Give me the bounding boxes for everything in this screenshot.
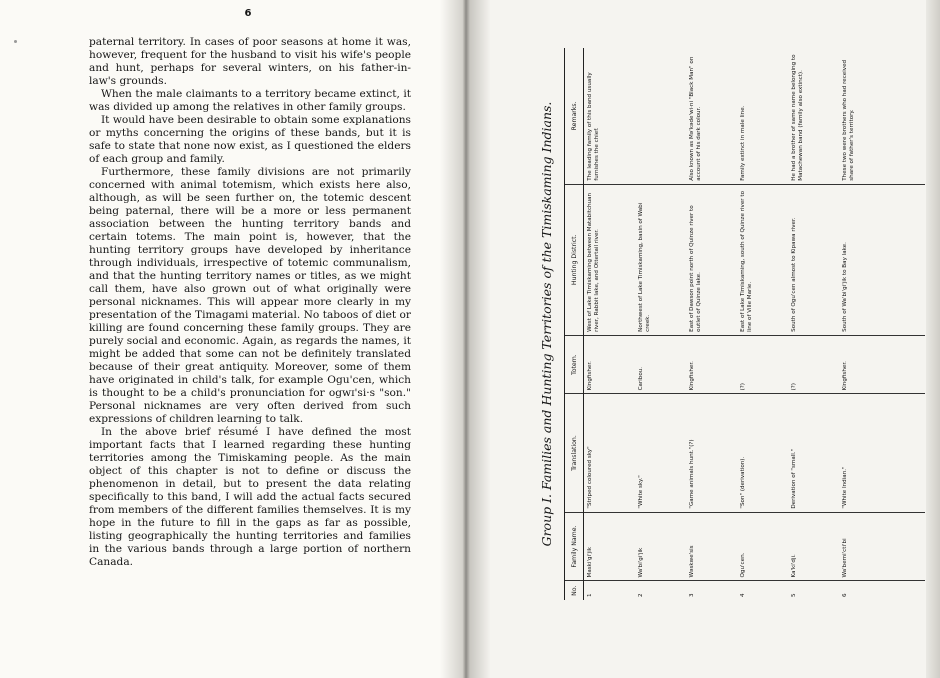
families-table [564, 48, 925, 600]
page-number: 6 [244, 8, 252, 19]
cell-no: 2 [635, 581, 686, 600]
cell-family-name: Wa'bi'gi'jik [635, 512, 686, 581]
cell-totem: Kingfisher. [584, 335, 636, 394]
cell-translation [890, 394, 925, 512]
col-header-remarks: Remarks. [565, 48, 584, 184]
cell-translation: "Game animals hunt."(?) [686, 394, 737, 512]
cell-remarks: The leading family of this band usually furnishes the chief. [587, 72, 600, 181]
cell-district: South of Ogu'cen almost to Kipawa river. [788, 184, 839, 335]
left-page [0, 0, 460, 678]
col-header-translation: Translation. [565, 394, 584, 512]
table-row [737, 48, 788, 600]
paragraph: paternal territory. In cases of poor seasons at home it was, however, frequent for the husband to visit his wife's people and hunt, perhaps for several winters, on his father-in-law's grounds. [89, 36, 411, 87]
cell-totem: Caribou. [635, 335, 686, 394]
cell-remarks [635, 48, 686, 184]
cell-translation: "White sky." [635, 394, 686, 512]
cell-translation: "White Indian." [839, 394, 890, 512]
cell-no: 3 [686, 581, 737, 600]
cell-district: Northwest of Lake Timiskaming, basin of Wabi creek. [635, 184, 686, 335]
col-header-no: No. [565, 581, 584, 600]
cell-no: 4 [737, 581, 788, 600]
cell-totem [890, 335, 925, 394]
table-title: Group I. Families and Hunting Territories of the Timiskaming Indians. [539, 101, 554, 547]
cell-translation: Derivation of "small." [788, 394, 839, 512]
cell-remarks [890, 48, 925, 184]
paragraph: When the male claimants to a territory became extinct, it was divided up among the relatives in other family groups. [89, 88, 411, 113]
cell-district: West of Lake Timiskaming between Matabitchuan river, Rabbit lake, and Ottertail river. [584, 184, 636, 335]
cell-totem: (?) [737, 335, 788, 394]
rotated-table [536, 48, 916, 600]
cell-remarks: Family extinct in male line. [740, 105, 746, 181]
paragraph: In the above brief résumé I have defined the most important facts that I learned regarding these hunting territories among the Timiskaming people. As the main object of this chapter is not to define or discuss the phenomenon in detail, but to present the data relating specifically to this band, I will add the actual facts secured from members of the different families themselves. It is my hope in the future to fill in the gaps as far as possible, listing geographically the hunting territories and families in the various bands through a large portion of northern Canada. [89, 426, 411, 568]
cell-remarks: Also known as Mə'kəde'wi·ni "Black Man" on account of his dark colour. [689, 56, 702, 181]
cell-totem: Kingfisher. [686, 335, 737, 394]
cell-district: South of Wa'bi'gi'jik to Bay lake. [839, 184, 890, 335]
book-gutter [440, 0, 490, 678]
table-row [890, 48, 925, 600]
cell-family-name: Maski'gi'jik [584, 512, 636, 581]
cell-translation: "Son" (derivation). [737, 394, 788, 512]
paragraph: Furthermore, these family divisions are not primarily concerned with animal totemism, which exists here also, although, as will be seen further on, the totemic descent being paternal, there will be a more or less permanent association between the hunting territory bands and certain totems. The main point is, however, that the hunting territory groups have developed by inheritance through individuals, irrespective of totemic communalism, and that the hunting territory names or titles, as we might call them, have also grown out of what originally were personal nicknames. This will appear more clearly in my presentation of the Timagami material. No taboos of diet or killing are found concerning these family groups. They are purely social and economic. Again, as regards the names, it might be added that some can not be definitely translated because of their great antiquity. Moreover, some of them have originated in child's talk, for example Ogu'cen, which is thought to be a child's pronunciation for ogwɪ'si·s "son." Personal nicknames are very often derived from such expressions of children learning to talk. [89, 166, 411, 425]
cell-family-name: Wəskwe'sis [686, 512, 737, 581]
cell-no: 5 [788, 581, 839, 600]
cell-district [890, 184, 925, 335]
cell-district: East of Dawson point north of Quinze river to outlet of Quinze lake. [686, 184, 737, 335]
cell-family-name [890, 512, 925, 581]
cell-no: 1 [584, 581, 636, 600]
cell-no [890, 581, 925, 600]
table-row [584, 48, 636, 600]
col-header-family-name: Family Name. [565, 512, 584, 581]
cell-family-name: Ka'ki'dji. [788, 512, 839, 581]
cell-totem: (?) [788, 335, 839, 394]
page-edge [926, 0, 940, 678]
cell-no: 6 [839, 581, 890, 600]
table-row [839, 48, 890, 600]
table-row [686, 48, 737, 600]
table-header-row [565, 48, 584, 600]
cell-district: East of Lake Timiskaming, south of Quinze river to line of Ville Marie. [737, 184, 788, 335]
paragraph: It would have been desirable to obtain some explanations or myths concerning the origins of these bands, but it is safe to state that none now exist, as I questioned the elders of each group and family. [89, 114, 411, 165]
body-text [89, 36, 411, 569]
cell-remarks: These two were brothers who had received share of father's territory. [842, 59, 855, 181]
col-header-hunting-district: Hunting District. [565, 184, 584, 335]
cell-family-name: Ogu'cen. [737, 512, 788, 581]
cell-remarks: He had a brother of same name belonging to Matachewan band (family also extinct). [791, 54, 804, 181]
table-row [788, 48, 839, 600]
paper-speck [14, 40, 17, 43]
cell-family-name: Wa'bemi'cti'bi [839, 512, 890, 581]
cell-totem: Kingfisher. [839, 335, 890, 394]
col-header-totem: Totem. [565, 335, 584, 394]
cell-translation: "Striped coloured sky" [584, 394, 636, 512]
table-row [635, 48, 686, 600]
